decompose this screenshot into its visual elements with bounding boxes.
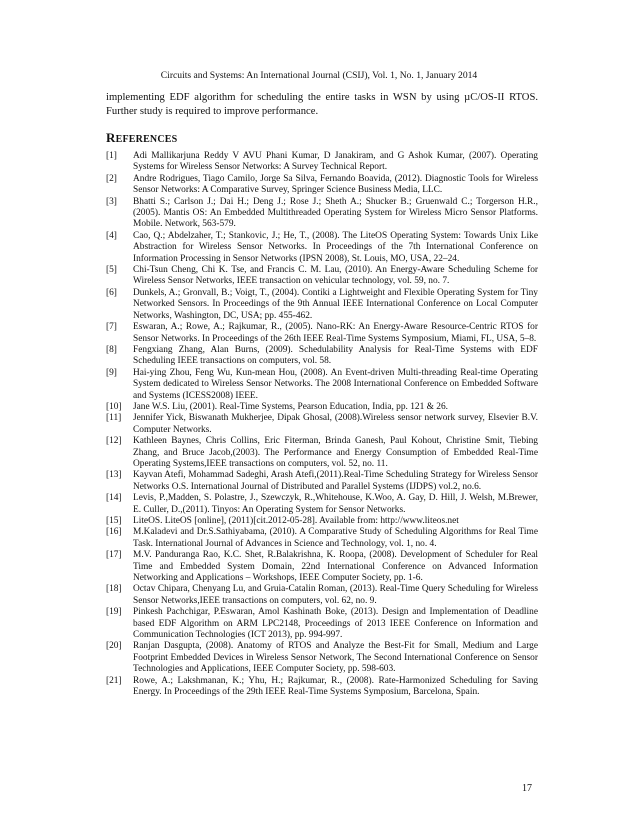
reference-text: Bhatti S.; Carlson J.; Dai H.; Deng J.; Rose J.; Sheth A.; Shucker B.; Gruenwald C.; Torgerson H.R., (2005). Mantis OS: An Embedded Multithreaded Operating System for Wireless Micro Sensor Platforms. Mobile. Network, 563-579. xyxy=(133,196,538,230)
reference-text: Kayvan Atefi, Mohammad Sadeghi, Arash Atefi,(2011).Real-Time Scheduling Strategy for Wireless Sensor Networks O.S. International Journal of Distributed and Parallel Systems (IJDPS) vol.2, no.6. xyxy=(133,470,538,492)
reference-number: [7] xyxy=(106,322,117,333)
reference-number: [19] xyxy=(106,607,122,618)
reference-number: [5] xyxy=(106,265,117,276)
reference-item xyxy=(106,413,538,436)
reference-text: Ranjan Dasgupta, (2008). Anatomy of RTOS and Analyze the Best-Fit for Small, Medium and Large Footprint Embedded Devices in Wireless Sensor Network, The Second International Conference on Sensor Technologies and Applications, IEEE Computer Society, pp. 598-603. xyxy=(133,641,538,675)
reference-item xyxy=(106,641,538,675)
reference-text: Adi Mallikarjuna Reddy V AVU Phani Kumar, D Janakiram, and G Ashok Kumar, (2007). Operating Systems for Wireless Sensor Networks: A Survey Technical Report. xyxy=(133,151,538,173)
reference-item xyxy=(106,174,538,197)
reference-item xyxy=(106,151,538,174)
reference-number: [20] xyxy=(106,641,122,652)
reference-item xyxy=(106,676,538,699)
reference-text: Dunkels, A.; Gronvall, B.; Voigt, T., (2004). Contiki a Lightweight and Flexible Operating System for Tiny Networked Sensors. In Proceedings of the 9th Annual IEEE International Conference on Local Computer Networks, Washington, DC, USA; pp. 455-462. xyxy=(133,287,538,321)
reference-text: Jane W.S. Liu, (2001). Real-Time Systems, Pearson Education, India, pp. 121 & 26. xyxy=(133,401,448,412)
reference-text: M.V. Panduranga Rao, K.C. Shet, R.Balakrishna, K. Roopa, (2008). Development of Scheduler for Real Time and Embedded System Domain, 22nd International Conference on Advanced Information Networking and Applications – Workshops, IEEE Computer Society, pp. 1-6. xyxy=(133,550,538,584)
reference-item xyxy=(106,550,538,584)
reference-number: [2] xyxy=(106,173,117,184)
reference-item xyxy=(106,368,538,402)
reference-text: Hai-ying Zhou, Feng Wu, Kun-mean Hou, (2008). An Event-driven Multi-threading Real-time Operating System dedicated to Wireless Sensor Networks. The 2008 International Conference on Embedded Software and Systems (ICESS2008) IEEE. xyxy=(133,367,538,401)
reference-text: Eswaran, A.; Rowe, A.; Rajkumar, R., (2005). Nano-RK: An Energy-Aware Resource-Centric RTOS for Sensor Networks. In Proceedings of the 26th IEEE Real-Time Systems Symposium, Miami, FL, USA, 5–8. xyxy=(133,322,538,344)
reference-item xyxy=(106,584,538,607)
references-heading-rest: EFERENCES xyxy=(115,134,178,145)
reference-text: Jennifer Yick, Biswanath Mukherjee, Dipak Ghosal, (2008).Wireless sensor network survey, Elsevier B.V. Computer Networks. xyxy=(133,413,538,435)
reference-item xyxy=(106,493,538,516)
reference-number: [4] xyxy=(106,230,117,241)
reference-number: [6] xyxy=(106,287,117,298)
reference-text: M.Kaladevi and Dr.S.Sathiyabama, (2010). A Comparative Study of Scheduling Algorithms for Real Time Task. International Journal of Advances in Science and Technology, vol. 1, no. 4. xyxy=(133,527,538,549)
reference-number: [9] xyxy=(106,367,117,378)
reference-number: [1] xyxy=(106,151,117,161)
reference-item xyxy=(106,231,538,265)
reference-text: Octav Chipara, Chenyang Lu, and Gruia-Catalin Roman, (2013). Real-Time Query Scheduling for Wireless Sensor Networks,IEEE transactions on computers, vol. 62, no. 9. xyxy=(133,584,538,606)
page-number: 17 xyxy=(522,783,532,794)
reference-item xyxy=(106,607,538,641)
running-head: Circuits and Systems: An International Journal (CSIJ), Vol. 1, No. 1, January 2014 xyxy=(160,70,478,81)
reference-number: [14] xyxy=(106,493,122,504)
reference-number: [16] xyxy=(106,527,122,538)
references-heading-initial: R xyxy=(106,130,116,145)
reference-number: [3] xyxy=(106,196,117,207)
reference-item xyxy=(106,345,538,368)
reference-number: [18] xyxy=(106,584,122,595)
reference-text: LiteOS. LiteOS [online], (2011)[cit.2012-05-28]. Available from: http://www.liteos.net xyxy=(133,516,459,526)
reference-number: [17] xyxy=(106,550,122,561)
references-heading xyxy=(106,130,177,146)
reference-text: Andre Rodrigues, Tiago Camilo, Jorge Sa Silva, Fernando Boavida, (2012). Diagnostic Tools for Wireless Sensor Networks: A Comparative Survey, Springer Science Business Media, LLC. xyxy=(133,173,538,196)
reference-item xyxy=(106,288,538,322)
reference-number: [10] xyxy=(106,401,122,412)
reference-text: Levis, P.,Madden, S. Polastre, J., Szewczyk, R.,Whitehouse, K.Woo, A. Gay, D. Hill, J. Welsh, M.Brewer, E. Culler, D.,(2011). Tinyos: An Operating System for Sensor Networks. xyxy=(133,493,538,515)
reference-item xyxy=(106,436,538,470)
reference-number: [8] xyxy=(106,344,117,355)
intro-paragraph: implementing EDF algorithm for scheduling the entire tasks in WSN by using µC/OS-II RTOS. Further study is required to improve performance. xyxy=(106,92,538,117)
reference-text: Cao, Q.; Abdelzaher, T.; Stankovic, J.; He, T., (2008). The LiteOS Operating System: Towards Unix Like Abstraction for Wireless Sensor Networks. In Proceedings of the 7th International Conference on Information Processing in Sensor Networks (IPSN 2008), St. Louis, MO, USA, 22–24. xyxy=(133,230,538,264)
reference-list xyxy=(106,151,538,699)
reference-item xyxy=(106,197,538,231)
reference-item xyxy=(106,470,538,493)
reference-number: [11] xyxy=(106,413,122,424)
reference-text: Rowe, A.; Lakshmanan, K.; Yhu, H.; Rajkumar, R., (2008). Rate-Harmonized Scheduling for Saving Energy. In Proceedings of the 29th IEEE Real-Time Systems Symposium, Barcelona, Spain. xyxy=(133,675,538,698)
reference-text: Pinkesh Pachchigar, P.Eswaran, Amol Kashinath Boke, (2013). Design and Implementation of Deadline based EDF Algorithm on ARM LPC2148, Proceedings of 2013 IEEE Conference on Information and Communication Technologies (ICT 2013), pp. 994-997. xyxy=(133,607,538,641)
reference-text: Chi-Tsun Cheng, Chi K. Tse, and Francis C. M. Lau, (2010). An Energy-Aware Scheduling Scheme for Wireless Sensor Networks, IEEE transaction on vehicular technology, vol. 59, no. 7. xyxy=(133,265,538,287)
reference-item xyxy=(106,402,538,413)
reference-number: [13] xyxy=(106,470,122,481)
reference-text: Kathleen Baynes, Chris Collins, Eric Fiterman, Brinda Ganesh, Paul Kohout, Christine Smit, Tiebing Zhang, and Bruce Jacob,(2003). The Performance and Energy Consumption of Embedded Real-Time Operating Systems,IEEE transactions on computers, vol. 52, no. 11. xyxy=(133,436,538,469)
reference-item xyxy=(106,265,538,288)
reference-item xyxy=(106,527,538,550)
reference-item xyxy=(106,516,538,527)
reference-number: [15] xyxy=(106,516,122,526)
reference-text: Fengxiang Zhang, Alan Burns, (2009). Schedulability Analysis for Real-Time Systems with EDF Scheduling IEEE transactions on computers, vol. 58. xyxy=(133,344,538,367)
reference-item xyxy=(106,322,538,345)
reference-number: [12] xyxy=(106,436,122,447)
reference-number: [21] xyxy=(106,675,122,686)
